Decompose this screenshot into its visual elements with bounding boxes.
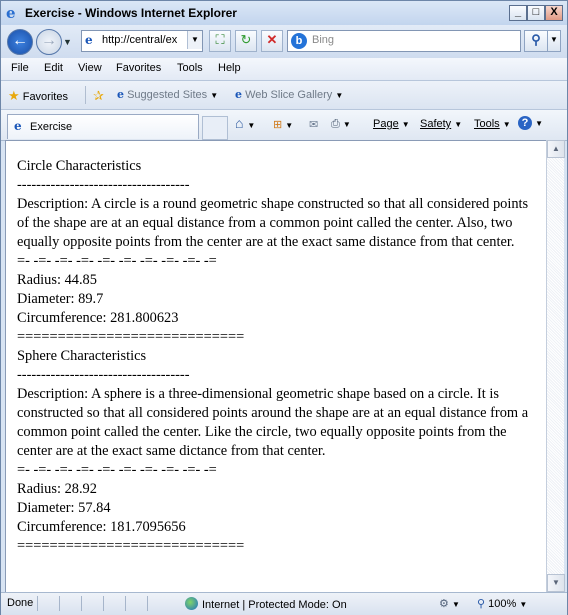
close-button[interactable]: X bbox=[545, 5, 563, 21]
circle-description: Description: A circle is a round geometric shape constructed so that all considered points of the shape are at an equal distance from a common point called the center. Also, two equally opposite points from the center are at the exact same distance from that center. bbox=[17, 196, 529, 250]
favorites-label: Favorites bbox=[22, 91, 68, 103]
web-slice-gallery-link[interactable] bbox=[235, 88, 343, 101]
dash-divider: ------------------------------------ bbox=[17, 177, 190, 193]
pattern-divider: =- -=- -=- -=- -=- -=- -=- -=- -=- -= bbox=[17, 462, 217, 478]
sphere-circumference: Circumference: 181.7095656 bbox=[17, 519, 186, 535]
chevron-down-icon: ▼ bbox=[454, 120, 463, 129]
scroll-up-arrow-icon[interactable]: ▲ bbox=[547, 140, 565, 158]
address-dropdown-icon[interactable]: ▼ bbox=[187, 31, 202, 49]
scroll-down-arrow-icon[interactable]: ▼ bbox=[547, 574, 565, 592]
chevron-down-icon: ▼ bbox=[247, 121, 256, 130]
safety-menu-button[interactable] bbox=[420, 118, 462, 130]
sphere-diameter: Diameter: 57.84 bbox=[17, 500, 111, 516]
settings-icon: ⚙ bbox=[439, 598, 449, 610]
status-bar bbox=[1, 592, 567, 615]
separator bbox=[85, 86, 86, 104]
search-button[interactable] bbox=[524, 30, 548, 52]
minimize-button[interactable]: _ bbox=[509, 5, 527, 21]
zoom-control[interactable] bbox=[477, 597, 527, 610]
history-dropdown-icon[interactable]: ▼ bbox=[63, 37, 72, 47]
page-menu-button[interactable] bbox=[373, 118, 410, 130]
print-button[interactable] bbox=[331, 118, 351, 131]
read-mail-button[interactable] bbox=[309, 118, 318, 131]
tab-exercise[interactable] bbox=[7, 114, 199, 139]
back-arrow-icon: ← bbox=[12, 32, 28, 49]
search-options-dropdown[interactable] bbox=[547, 30, 561, 52]
feeds-button[interactable] bbox=[273, 118, 293, 131]
chevron-down-icon: ▼ bbox=[401, 120, 410, 129]
chevron-down-icon: ▼ bbox=[335, 91, 344, 100]
status-pane bbox=[37, 596, 58, 611]
security-zone-label: Internet | Protected Mode: On bbox=[202, 599, 347, 611]
chevron-down-icon: ▼ bbox=[502, 120, 511, 129]
window-title: Exercise - Windows Internet Explorer bbox=[25, 6, 237, 20]
printer-icon: ⎙ bbox=[331, 118, 340, 130]
circle-diameter: Diameter: 89.7 bbox=[17, 291, 104, 307]
add-to-favorites-bar-button[interactable] bbox=[93, 88, 104, 104]
bing-icon: b bbox=[291, 33, 307, 49]
chevron-down-icon: ▼ bbox=[342, 120, 351, 129]
magnifier-icon: ⚲ bbox=[531, 32, 541, 47]
tools-menu-label: Tools bbox=[474, 118, 500, 130]
forward-arrow-icon: → bbox=[41, 32, 57, 49]
security-zone[interactable] bbox=[185, 597, 347, 611]
status-pane bbox=[125, 596, 146, 611]
address-url[interactable]: http://central/ex bbox=[102, 34, 178, 46]
page-icon: e bbox=[85, 33, 93, 47]
tools-menu-button[interactable] bbox=[474, 118, 511, 130]
help-button[interactable] bbox=[518, 116, 543, 130]
home-button[interactable] bbox=[235, 115, 255, 131]
favorites-star-icon: ★ bbox=[8, 88, 20, 103]
menu-bar bbox=[1, 58, 567, 81]
page-body bbox=[17, 157, 537, 556]
circle-radius: Radius: 44.85 bbox=[17, 272, 97, 288]
circle-circumference: Circumference: 281.800623 bbox=[17, 310, 179, 326]
navigation-bar bbox=[1, 25, 567, 58]
help-icon: ? bbox=[518, 116, 532, 130]
rss-feed-icon: ⊞ bbox=[273, 119, 283, 131]
zoom-magnifier-icon: ⚲ bbox=[477, 598, 486, 610]
chevron-down-icon: ▼ bbox=[519, 600, 528, 609]
chevron-down-icon: ▼ bbox=[210, 91, 219, 100]
title-bar bbox=[1, 1, 567, 25]
menu-view[interactable]: View bbox=[78, 62, 102, 74]
web-slice-icon: e bbox=[235, 88, 242, 101]
sphere-heading: Sphere Characteristics bbox=[17, 348, 147, 364]
compatibility-view-button[interactable] bbox=[209, 30, 231, 52]
refresh-icon: ↻ bbox=[240, 32, 252, 47]
search-box[interactable] bbox=[287, 30, 521, 52]
favorites-button[interactable] bbox=[8, 88, 68, 104]
chevron-down-icon: ▼ bbox=[550, 35, 558, 44]
stop-button[interactable] bbox=[261, 30, 283, 52]
maximize-button[interactable]: □ bbox=[527, 5, 545, 21]
suggested-sites-icon: e bbox=[117, 88, 124, 101]
status-pane bbox=[147, 596, 168, 611]
address-field[interactable] bbox=[81, 30, 203, 52]
equals-divider: ============================ bbox=[17, 538, 245, 554]
sphere-radius: Radius: 28.92 bbox=[17, 481, 97, 497]
search-placeholder[interactable]: Bing bbox=[312, 34, 335, 46]
page-menu-label: Page bbox=[373, 118, 399, 130]
web-slice-gallery-label: Web Slice Gallery bbox=[245, 89, 333, 101]
status-pane bbox=[81, 596, 102, 611]
menu-edit[interactable]: Edit bbox=[44, 62, 63, 74]
tab-label: Exercise bbox=[30, 121, 73, 133]
equals-divider: ============================ bbox=[17, 329, 245, 345]
ie-logo-icon: e bbox=[6, 4, 16, 22]
new-tab-button[interactable] bbox=[202, 116, 228, 140]
zoom-level: 100% bbox=[488, 598, 517, 610]
menu-help[interactable]: Help bbox=[218, 62, 241, 74]
status-pane bbox=[103, 596, 124, 611]
forward-button[interactable] bbox=[36, 29, 62, 55]
chevron-down-icon: ▼ bbox=[535, 119, 543, 128]
refresh-button[interactable] bbox=[235, 30, 257, 52]
home-icon: ⌂ bbox=[235, 115, 244, 131]
menu-favorites[interactable]: Favorites bbox=[116, 62, 162, 74]
add-favorite-icon: ✰ bbox=[93, 88, 104, 103]
sphere-description: Description: A sphere is a three-dimensional geometric shape based on a circle. It is constructed so that all considered points around the shape are at an equal distance from a common point called the center. Like the circle, two equally opposite points from the center are at the exact same dictance from that center. bbox=[17, 386, 529, 459]
chevron-down-icon: ▼ bbox=[451, 600, 460, 609]
globe-icon bbox=[185, 597, 198, 610]
page-viewport bbox=[5, 140, 547, 594]
suggested-sites-label: Suggested Sites bbox=[127, 89, 208, 101]
stop-icon: ✕ bbox=[266, 32, 278, 47]
safety-menu-label: Safety bbox=[420, 118, 452, 130]
chevron-down-icon: ▼ bbox=[285, 121, 294, 130]
back-button[interactable] bbox=[7, 29, 33, 55]
compatibility-icon: ⛶ bbox=[215, 32, 225, 47]
command-bar bbox=[1, 110, 567, 141]
mail-icon: ✉ bbox=[309, 119, 319, 131]
status-pane bbox=[59, 596, 80, 611]
suggested-sites-link[interactable] bbox=[117, 88, 218, 101]
menu-tools[interactable]: Tools bbox=[177, 62, 203, 74]
tab-page-icon: e bbox=[14, 119, 22, 133]
dash-divider: ------------------------------------ bbox=[17, 367, 190, 383]
favorites-bar bbox=[1, 81, 567, 110]
vertical-scrollbar[interactable] bbox=[546, 140, 564, 592]
status-text: Done bbox=[7, 597, 34, 609]
menu-file[interactable]: File bbox=[11, 62, 29, 74]
circle-heading: Circle Characteristics bbox=[17, 158, 142, 174]
pattern-divider: =- -=- -=- -=- -=- -=- -=- -=- -=- -= bbox=[17, 253, 217, 269]
protected-mode-settings[interactable] bbox=[439, 597, 460, 610]
